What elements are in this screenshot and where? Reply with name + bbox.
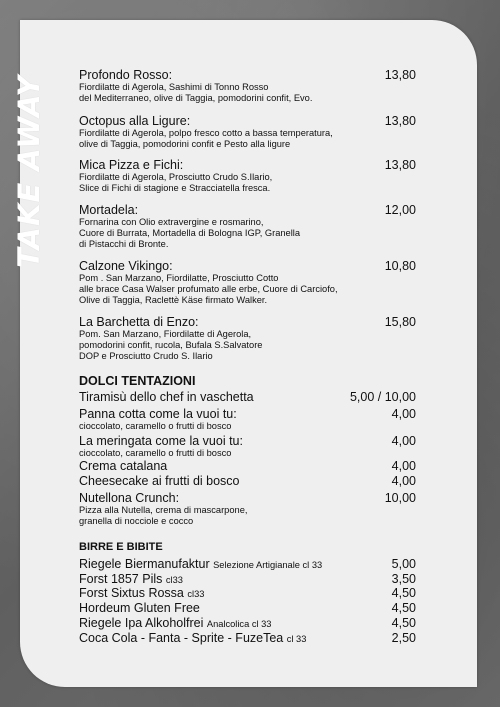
item-name: Cheesecake ai frutti di bosco (79, 474, 240, 488)
drink-name: Forst Sixtus Rossa (79, 586, 184, 600)
item-desc-line: Fiordilatte di Agerola, polpo fresco cotto a bassa temperatura, (79, 128, 333, 138)
item-desc-line: granella di nocciole e cocco (79, 516, 194, 526)
item-price: 5,00 / 10,00 (349, 390, 416, 404)
dessert-item (79, 474, 419, 488)
item-desc-line: alle brace Casa Walser profumato alle erbe, Cuore di Carciofo, (79, 284, 338, 294)
item-price: 13,80 (384, 68, 416, 82)
drink-item (79, 557, 322, 572)
item-desc-line: di Pistacchi di Bronte. (79, 239, 169, 249)
item-desc-line: Olive di Taggia, Raclettè Käse firmato Walker. (79, 295, 268, 305)
drink-name: Coca Cola - Fanta - Sprite - FuzeTea (79, 631, 284, 645)
item-desc-line: Fiordilatte di Agerola, Sashimi di Tonno Rosso (79, 82, 269, 92)
item-name: La Barchetta di Enzo: (79, 315, 199, 329)
item-name: Octopus alla Ligure: (79, 114, 191, 128)
dessert-item (79, 407, 419, 432)
item-price: 13,80 (384, 114, 416, 128)
item-name: Profondo Rosso: (79, 68, 173, 82)
item-desc-line: Pom . San Marzano, Fiordilatte, Prosciutto Cotto (79, 273, 279, 283)
item-price: 4,00 (391, 407, 416, 421)
menu-item-mica-pizza-e-fichi (79, 158, 419, 194)
item-price: 5,00 (391, 557, 416, 571)
item-name: Mortadela: (79, 203, 139, 217)
menu-item-la-barchetta-di-enzo (79, 315, 419, 362)
item-name: Mica Pizza e Fichi: (79, 158, 184, 172)
drink-name: Hordeum Gluten Free (79, 601, 200, 615)
item-price: 13,80 (384, 158, 416, 172)
item-price: 15,80 (384, 315, 416, 329)
drink-name: Forst 1857 Pils (79, 572, 163, 586)
item-price: 4,00 (391, 434, 416, 448)
item-desc-line: olive di Taggia, pomodorini confit e Pesto alla ligure (79, 139, 291, 149)
dessert-item (79, 491, 419, 527)
item-name: Calzone Vikingo: (79, 259, 173, 273)
item-price: 12,00 (384, 203, 416, 217)
drink-note: cl33 (187, 589, 205, 599)
drink-item (79, 601, 200, 616)
dessert-item (79, 459, 419, 473)
item-desc-line: Fornarina con Olio extravergine e rosmarino, (79, 217, 264, 227)
drink-note: Selezione Artigianale cl 33 (213, 560, 323, 570)
item-price: 4,00 (391, 459, 416, 473)
section-title-dolci: DOLCI TENTAZIONI (79, 374, 196, 388)
take-away-title-text: TAKE AWAY (12, 74, 46, 268)
item-price: 4,50 (391, 586, 416, 600)
section-title-birre: BIRRE E BIBITE (79, 541, 163, 553)
item-price: 4,00 (391, 474, 416, 488)
item-name: Tiramisù dello chef in vaschetta (79, 390, 254, 404)
dessert-item (79, 434, 419, 459)
menu-item-calzone-vikingo (79, 259, 419, 306)
drink-note: cl33 (165, 575, 183, 585)
item-price: 3,50 (391, 572, 416, 586)
menu-item-octopus-alla-ligure (79, 114, 419, 150)
drink-item (79, 572, 183, 587)
drink-note: cl 33 (286, 634, 307, 644)
item-desc-line: Pom. San Marzano, Fiordilatte di Agerola, (79, 329, 252, 339)
item-desc-line: Fiordilatte di Agerola, Prosciutto Crudo S.Ilario, (79, 172, 273, 182)
drink-item (79, 631, 306, 646)
item-desc-line: pomodorini confit, rucola, Bufala S.Salvatore (79, 340, 263, 350)
item-desc-line: Pizza alla Nutella, crema di mascarpone, (79, 505, 248, 515)
item-name: Panna cotta come la vuoi tu: (79, 407, 237, 421)
item-price: 10,00 (384, 491, 416, 505)
drink-name: Riegele Ipa Alkoholfrei (79, 616, 204, 630)
drink-note: Analcolica cl 33 (206, 619, 272, 629)
item-desc-line: DOP e Prosciutto Crudo S. Ilario (79, 351, 213, 361)
item-name: Crema catalana (79, 459, 168, 473)
item-price: 2,50 (391, 631, 416, 645)
item-price: 4,50 (391, 616, 416, 630)
drink-item (79, 616, 271, 631)
item-price: 10,80 (384, 259, 416, 273)
item-desc-line: Cuore di Burrata, Mortadella di Bologna IGP, Granella (79, 228, 301, 238)
drink-name: Riegele Biermanufaktur (79, 557, 210, 571)
item-name: La meringata come la vuoi tu: (79, 434, 243, 448)
item-price: 4,50 (391, 601, 416, 615)
item-desc-line: Slice di Fichi di stagione e Stracciatella fresca. (79, 183, 271, 193)
menu-item-mortadela (79, 203, 419, 250)
item-desc-line: cioccolato, caramello o frutti di bosco (79, 448, 232, 458)
item-desc-line: del Mediterraneo, olive di Taggia, pomodorini confit, Evo. (79, 93, 313, 103)
menu-item-profondo-rosso (79, 68, 419, 104)
item-name: Nutellona Crunch: (79, 491, 180, 505)
drink-item (79, 586, 204, 601)
item-desc-line: cioccolato, caramello o frutti di bosco (79, 421, 232, 431)
